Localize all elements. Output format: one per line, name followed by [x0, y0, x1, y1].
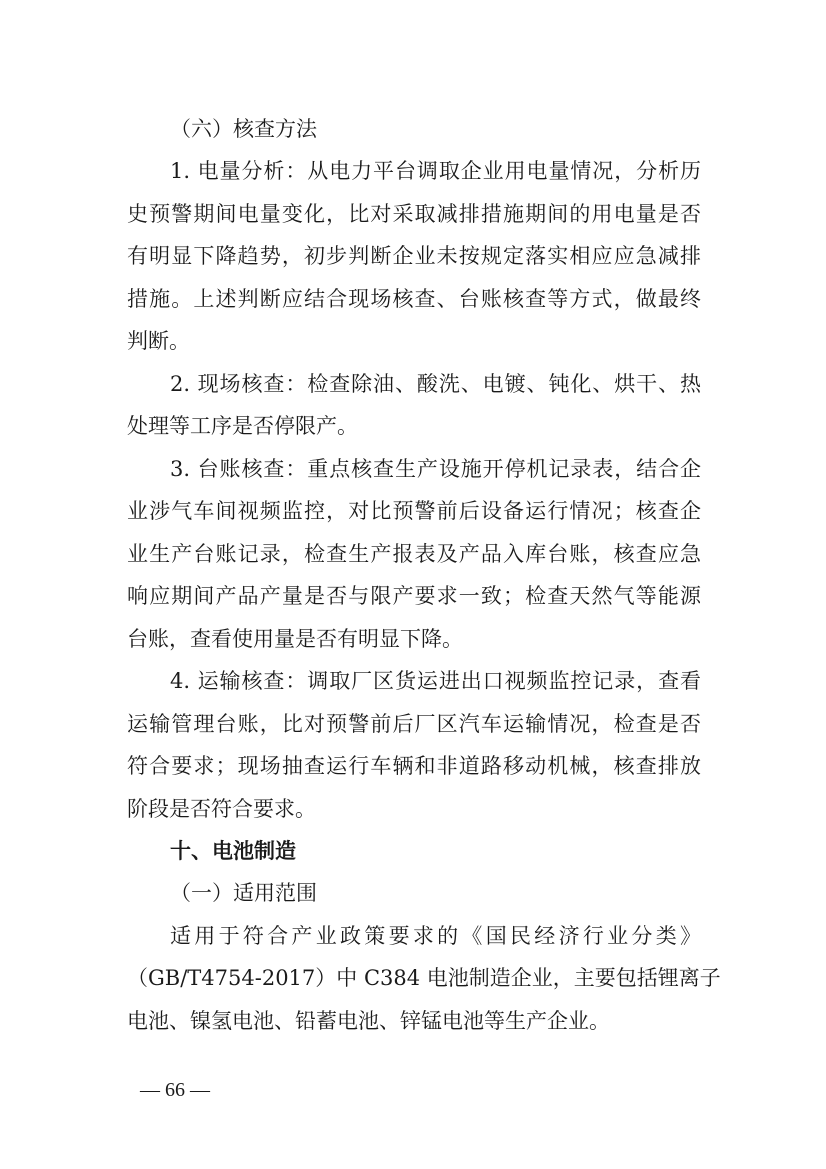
- paragraph-line: 业生产台账记录，检查生产报表及产品入库台账，核查应急: [127, 542, 701, 566]
- paragraph-line: 1. 电量分析：从电力平台调取企业用电量情况，分析历: [170, 159, 701, 183]
- paragraph-line: 阶段是否符合要求。: [127, 797, 316, 821]
- section-heading-scope: （一）适用范围: [170, 881, 317, 905]
- paragraph-line: 适用于符合产业政策要求的《国民经济行业分类》: [170, 924, 701, 948]
- paragraph-line: 2. 现场核查：检查除油、酸洗、电镀、钝化、烘干、热: [170, 372, 701, 396]
- chapter-heading-battery-manufacturing: 十、电池制造: [170, 839, 296, 863]
- paragraph-line: 业涉气车间视频监控，对比预警前后设备运行情况；核查企: [127, 499, 701, 523]
- paragraph-line: 符合要求；现场抽查运行车辆和非道路移动机械，核查排放: [127, 754, 701, 778]
- paragraph-line: 判断。: [127, 329, 190, 353]
- paragraph-line: 响应期间产品产量是否与限产要求一致；检查天然气等能源: [127, 584, 701, 608]
- paragraph-line: 处理等工序是否停限产。: [127, 414, 358, 438]
- paragraph-line: 史预警期间电量变化，比对采取减排措施期间的用电量是否: [127, 202, 701, 226]
- section-heading-verification-methods: （六）核查方法: [170, 117, 317, 141]
- paragraph-line: 台账，查看使用量是否有明显下降。: [127, 627, 463, 651]
- paragraph-line: 3. 台账核查：重点核查生产设施开停机记录表，结合企: [170, 457, 701, 481]
- paragraph-line: 有明显下降趋势，初步判断企业未按规定落实相应应急减排: [127, 244, 701, 268]
- paragraph-line: 运输管理台账，比对预警前后厂区汽车运输情况，检查是否: [127, 712, 701, 736]
- paragraph-line: 措施。上述判断应结合现场核查、台账核查等方式，做最终: [127, 287, 701, 311]
- page-number: — 66 —: [140, 1079, 210, 1101]
- paragraph-line: （GB/T4754-2017）中 C384 电池制造企业，主要包括锂离子: [127, 966, 721, 990]
- paragraph-line: 4. 运输核查：调取厂区货运进出口视频监控记录，查看: [170, 669, 701, 693]
- paragraph-line: 电池、镍氢电池、铅蓄电池、锌锰电池等生产企业。: [127, 1009, 610, 1033]
